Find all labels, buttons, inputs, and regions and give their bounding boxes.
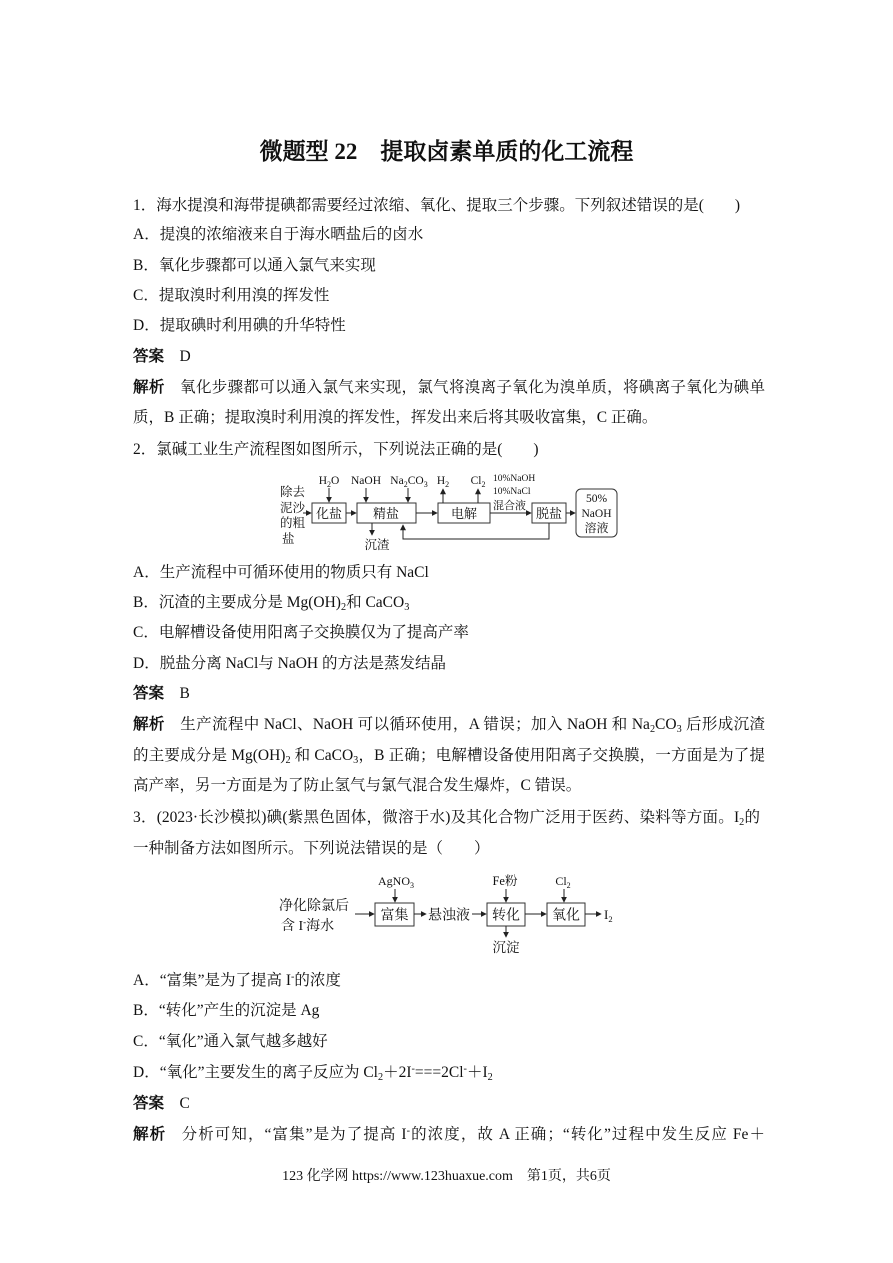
superscript: - — [463, 1063, 467, 1075]
feed-label-line-4: 盐 — [282, 532, 295, 546]
output-h2-label — [437, 475, 449, 489]
subscript: 2 — [481, 480, 486, 489]
option-text: 和 CaCO — [346, 594, 405, 611]
subscript: 2 — [445, 480, 450, 489]
stem-text: 的 — [744, 809, 760, 826]
formula-part: Na — [390, 475, 404, 487]
analysis-label: 解析 — [133, 716, 165, 733]
superscript: - — [303, 917, 307, 927]
subscript: 2 — [487, 1071, 493, 1083]
question-1-option-a: A．提溴的浓缩液来自于海水晒盐后的卤水 — [133, 226, 424, 243]
feed-text: 海水 — [306, 919, 335, 934]
flow-box-dissolve-label: 化盐 — [315, 506, 343, 521]
option-text: ＋2I — [383, 1064, 412, 1081]
feed-label-line-1: 除去 — [280, 485, 306, 499]
subscript: 3 — [423, 480, 428, 489]
analysis-text: 分析可知，“富集”是为了提高 I — [181, 1126, 407, 1143]
question-3-stem-line-1 — [133, 808, 760, 828]
question-1-option-d: D．提取碘时利用碘的升华特性 — [133, 317, 346, 334]
answer-value: D — [179, 348, 191, 365]
superscript: - — [406, 1125, 411, 1137]
analysis-text: CO — [655, 716, 677, 733]
subscript: 2 — [327, 480, 331, 489]
option-text: B．沉渣的主要成分是 Mg(OH) — [133, 594, 341, 611]
mixture-label-line-3: 混合液 — [493, 500, 526, 512]
feed-label-line-3: 的粗 — [280, 516, 306, 530]
question-2-option-c: C．电解槽设备使用阳离子交换膜仅为了提高产率 — [133, 624, 469, 641]
option-text: 的浓度 — [294, 972, 341, 989]
feed-label-line-2 — [281, 917, 334, 934]
analysis-label: 解析 — [133, 1126, 167, 1143]
input-water-label — [319, 475, 340, 489]
feed-text: 含 I — [281, 919, 304, 934]
product-label-line-1: 50% — [585, 493, 608, 505]
analysis-text: 和 CaCO — [290, 747, 354, 764]
precipitate-label: 沉淀 — [492, 940, 520, 955]
formula-part: Cl — [555, 874, 567, 888]
subscript: 2 — [739, 816, 745, 828]
input-naoh-label: NaOH — [350, 475, 382, 487]
analysis-label: 解析 — [133, 379, 165, 396]
question-2-option-d: D．脱盐分离 NaCl与 NaOH 的方法是蒸发结晶 — [133, 655, 446, 672]
stem-text: 3．(2023·长沙模拟)碘(紫黑色固体，微溶于水)及其化合物广泛用于医药、染料等方面。I — [133, 809, 740, 826]
question-2-analysis-line-3: 高产率，另一方面是为了防止氢气与氯气混合发生爆炸，C 错误。 — [133, 777, 582, 794]
question-1-option-c: C．提取溴时利用溴的挥发性 — [133, 287, 330, 304]
analysis-text: 生产流程中 NaCl、NaOH 可以循环使用，A 错误；加入 NaOH 和 Na — [180, 716, 650, 733]
subscript: 2 — [340, 601, 347, 613]
feed-label-line-2: 泥沙 — [280, 501, 306, 515]
answer-label: 答案 — [133, 1095, 165, 1112]
question-2-analysis-line-2 — [133, 746, 765, 766]
answer-label: 答案 — [133, 685, 165, 702]
question-3-option-a — [133, 971, 341, 991]
analysis-text: 后形成沉渣 — [681, 716, 765, 733]
subscript: 2 — [608, 914, 613, 924]
question-2-stem: 2．氯碱工业生产流程图如图所示，下列说法正确的是( ) — [133, 441, 539, 458]
suspension-label: 悬浊液 — [428, 908, 470, 924]
flow-box-desalt-label: 脱盐 — [535, 506, 563, 521]
formula-part: H — [436, 475, 446, 487]
question-2-analysis-line-1 — [133, 715, 765, 735]
answer-value: C — [179, 1095, 190, 1112]
formula-part: I — [604, 907, 609, 922]
question-1-option-b: B．氧化步骤都可以通入氯气来实现 — [133, 257, 376, 274]
question-1-stem: 1．海水提溴和海带提碘都需要经过浓缩、氧化、提取三个步骤。下列叙述错误的是( ) — [133, 197, 741, 214]
recycle-loop-arrow — [403, 523, 549, 539]
mixture-label-line-1: 10%NaOH — [493, 474, 536, 484]
question-2-option-b — [133, 593, 409, 613]
input-agno3-label — [378, 874, 414, 890]
flow-box-electrolysis-label: 电解 — [450, 506, 478, 521]
analysis-text: 的浓度，故 A 正确；“转化”过程中发生反应 Fe＋ — [410, 1126, 765, 1143]
flow-box-convert-label: 转化 — [492, 908, 520, 924]
chlor-alkali-flow-diagram — [270, 466, 625, 556]
input-fe-label: Fe粉 — [492, 874, 518, 888]
iodine-preparation-flow-diagram — [270, 868, 625, 960]
formula-part: H — [318, 475, 327, 487]
subscript: 2 — [285, 754, 291, 766]
question-2-answer — [133, 684, 190, 704]
formula-part: AgNO — [378, 874, 410, 888]
option-text: D．“氧化”主要发生的离子反应为 Cl — [133, 1064, 378, 1081]
input-cl2-label — [555, 874, 570, 890]
superscript: - — [291, 971, 295, 983]
question-2-option-a: A．生产流程中可循环使用的物质只有 NaCl — [133, 564, 429, 581]
feed-label-line-1: 净化除氯后 — [279, 899, 349, 914]
subscript: 2 — [377, 1071, 384, 1083]
analysis-text: 的主要成分是 Mg(OH) — [133, 747, 286, 764]
output-cl2-label — [471, 475, 486, 489]
mixture-label-line-2: 10%NaCl — [493, 487, 531, 497]
flow-box-refine-label: 精盐 — [372, 506, 400, 521]
flow-box-oxidize-label: 氧化 — [552, 908, 580, 924]
page-footer: 123 化学网 https://www.123huaxue.com 第1页，共6页 — [282, 1169, 611, 1184]
residue-label: 沉渣 — [364, 538, 390, 552]
question-3-analysis-line-1 — [133, 1125, 765, 1145]
option-text: ＋I — [466, 1064, 488, 1081]
option-text: ===2Cl — [414, 1064, 464, 1081]
formula-part: O — [331, 475, 340, 487]
question-3-answer — [133, 1094, 190, 1114]
question-3-option-c: C．“氧化”通入氯气越多越好 — [133, 1033, 328, 1050]
product-i2-label — [604, 907, 613, 924]
option-text: A．“富集”是为了提高 I — [133, 972, 291, 989]
subscript: 2 — [403, 480, 408, 489]
question-1-analysis-line-2: 质，B 正确；提取溴时利用溴的挥发性，挥发出来后将其吸收富集，C 正确。 — [133, 409, 658, 426]
flow-box-enrich-label: 富集 — [380, 908, 409, 924]
formula-part: Cl — [470, 475, 482, 487]
analysis-text: ，B 正确；电解槽设备使用阳离子交换膜，一方面是为了提 — [358, 747, 765, 764]
superscript: - — [411, 1063, 415, 1075]
analysis-text: 氧化步骤都可以通入氯气来实现，氯气将溴离子氧化为溴单质，将碘离子氧化为碘单 — [180, 379, 765, 396]
question-3-option-b: B．“转化”产生的沉淀是 Ag — [133, 1002, 320, 1019]
subscript: 2 — [649, 723, 656, 735]
answer-value: B — [179, 685, 190, 702]
product-label-line-3: 溶液 — [584, 521, 609, 535]
formula-part: CO — [407, 475, 424, 487]
answer-label: 答案 — [133, 348, 165, 365]
question-3-stem-line-2: 一种制备方法如图所示。下列说法错误的是（ ） — [133, 840, 490, 857]
subscript: 2 — [566, 881, 571, 890]
subscript: 3 — [676, 723, 682, 735]
subscript: 3 — [404, 601, 410, 613]
subscript: 3 — [353, 754, 359, 766]
question-3-option-d — [133, 1063, 493, 1083]
question-1-analysis-line-1 — [133, 378, 765, 398]
page-title: 微题型 22 提取卤素单质的化工流程 — [259, 139, 634, 164]
subscript: 3 — [410, 881, 414, 890]
input-na2co3-label — [390, 475, 427, 489]
question-1-answer — [133, 347, 191, 367]
product-label-line-2: NaOH — [581, 508, 612, 520]
